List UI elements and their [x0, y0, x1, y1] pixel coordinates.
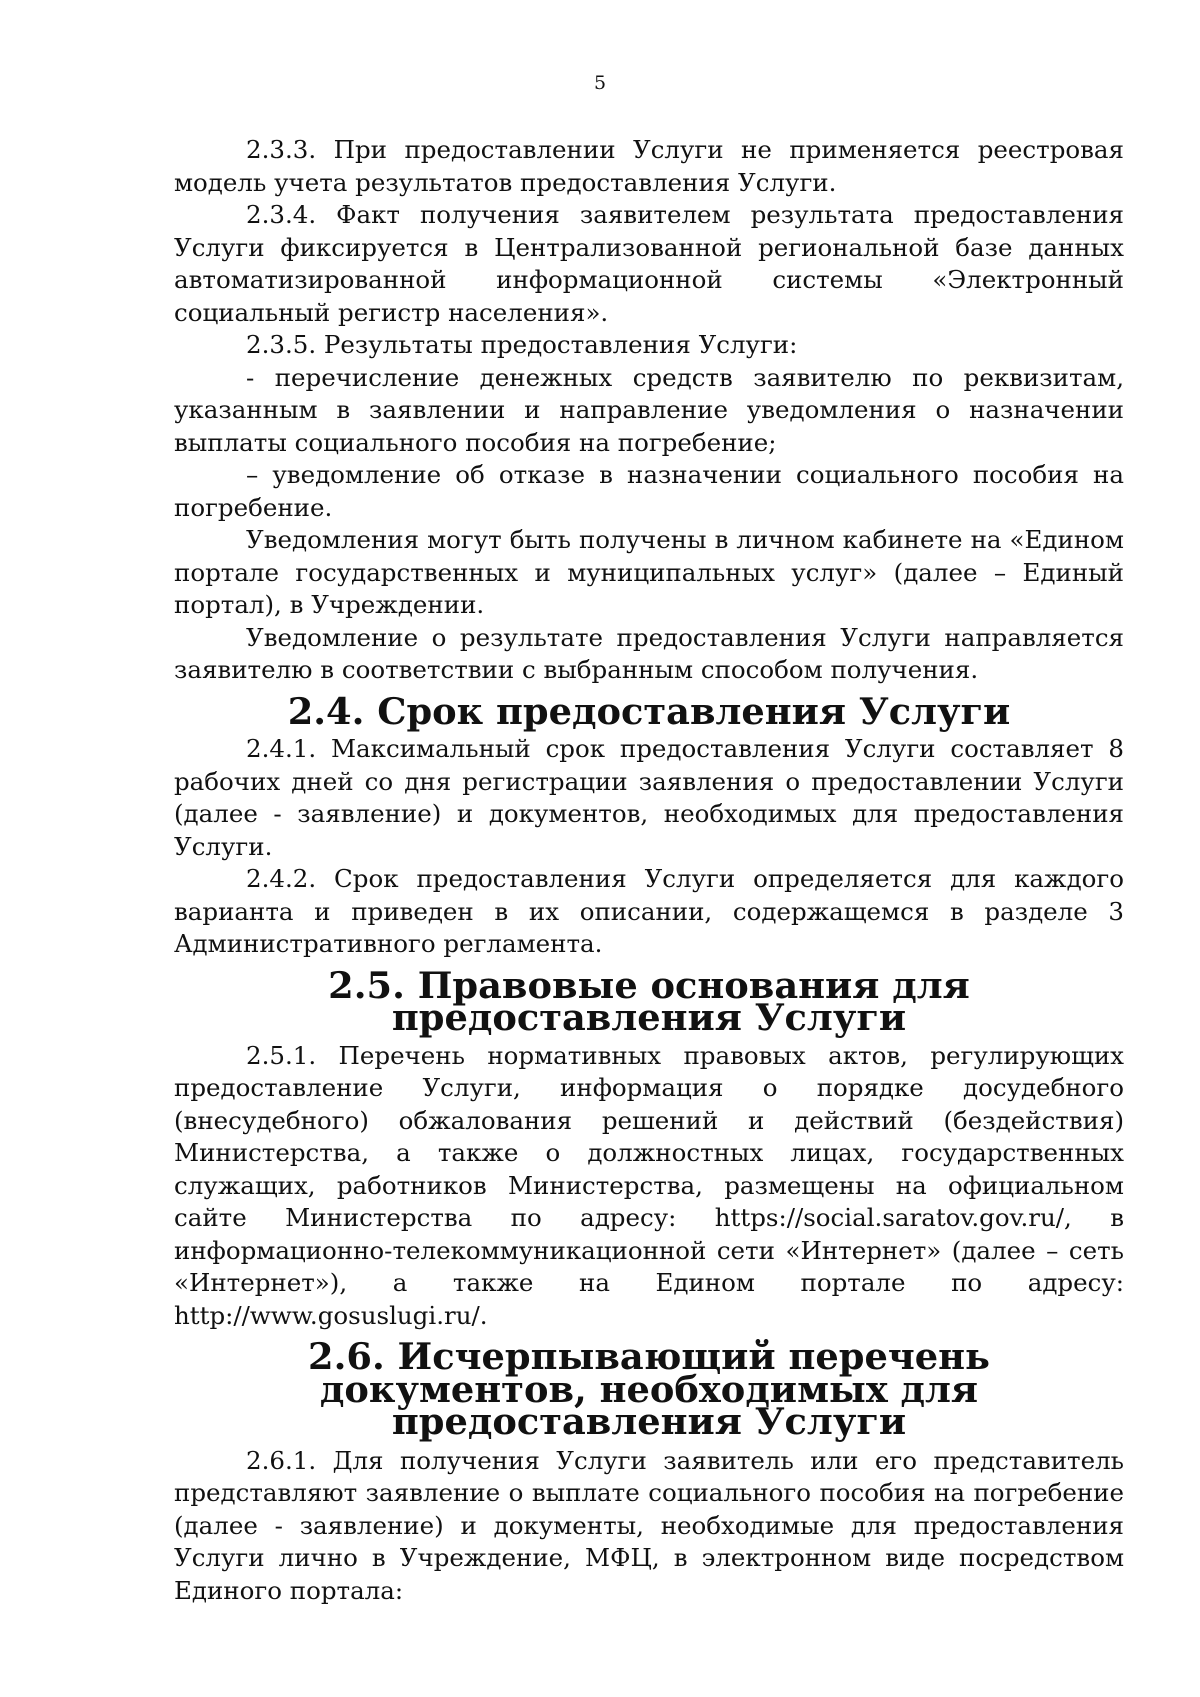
section-heading-2-6: 2.6. Исчерпывающий перечень документов, необходимых для предоставления Услуги — [308, 1334, 990, 1443]
paragraph-2-3-4: 2.3.4. Факт получения заявителем результата предоставления Услуги фиксируется в Централизованной региональной базе данных автоматизированной информационной системы «Электронный социальный регистр населения». — [174, 200, 1124, 327]
paragraph-2-3-5: 2.3.5. Результаты предоставления Услуги: — [246, 330, 798, 359]
section-heading-2-5: 2.5. Правовые основания для предоставления Услуги — [328, 962, 970, 1039]
paragraph-2-3-5-item-transfer: - перечисление денежных средств заявителю по реквизитам, указанным в заявлении и направление уведомления о назначении выплаты социального пособия на погребение; — [174, 362, 1124, 457]
section-heading-2-4: 2.4. Срок предоставления Услуги — [287, 688, 1011, 733]
paragraph-2-5-1: 2.5.1. Перечень нормативных правовых актов, регулирующих предоставление Услуги, информация о порядке досудебного (внесудебного) обжалования решений и действий (бездействия) Министерства, а также о должностных лицах, государственных служащих, работников Министерства, размещены на официальном сайте Министерства по адресу: https://social.saratov.gov.ru/, в информационно-телекоммуникационной сети «Интернет» (далее – сеть «Интернет»), а также на Едином портале по адресу: http://www.gosuslugi.ru/. — [174, 1040, 1124, 1330]
document-body — [174, 134, 1124, 1607]
page-number: 5 — [593, 72, 607, 94]
paragraph-2-4-2: 2.4.2. Срок предоставления Услуги определяется для каждого варианта и приведен в их описании, содержащемся в разделе 3 Административного регламента. — [174, 864, 1124, 958]
paragraph-2-4-1: 2.4.1. Максимальный срок предоставления Услуги составляет 8 рабочих дней со дня регистрации заявления о предоставлении Услуги (далее - заявление) и документов, необходимых для предоставления Услуги. — [174, 734, 1124, 861]
paragraph-2-3-5-notifications: Уведомления могут быть получены в личном кабинете на «Едином портале государственных и муниципальных услуг» (далее – Единый портал), в Учреждении. — [174, 525, 1124, 619]
paragraph-2-6-1: 2.6.1. Для получения Услуги заявитель или его представитель представляют заявление о выплате социального пособия на погребение (далее - заявление) и документы, необходимые для предоставления Услуги лично в Учреждение, МФЦ, в электронном виде посредством Единого портала: — [174, 1445, 1124, 1605]
paragraph-2-3-3: 2.3.3. При предоставлении Услуги не применяется реестровая модель учета результатов предоставления Услуги. — [174, 135, 1124, 197]
paragraph-2-3-5-item-refusal: – уведомление об отказе в назначении социального пособия на погребение. — [174, 460, 1124, 522]
paragraph-2-3-5-result-notice: Уведомление о результате предоставления Услуги направляется заявителю в соответствии с выбранным способом получения. — [174, 622, 1124, 684]
